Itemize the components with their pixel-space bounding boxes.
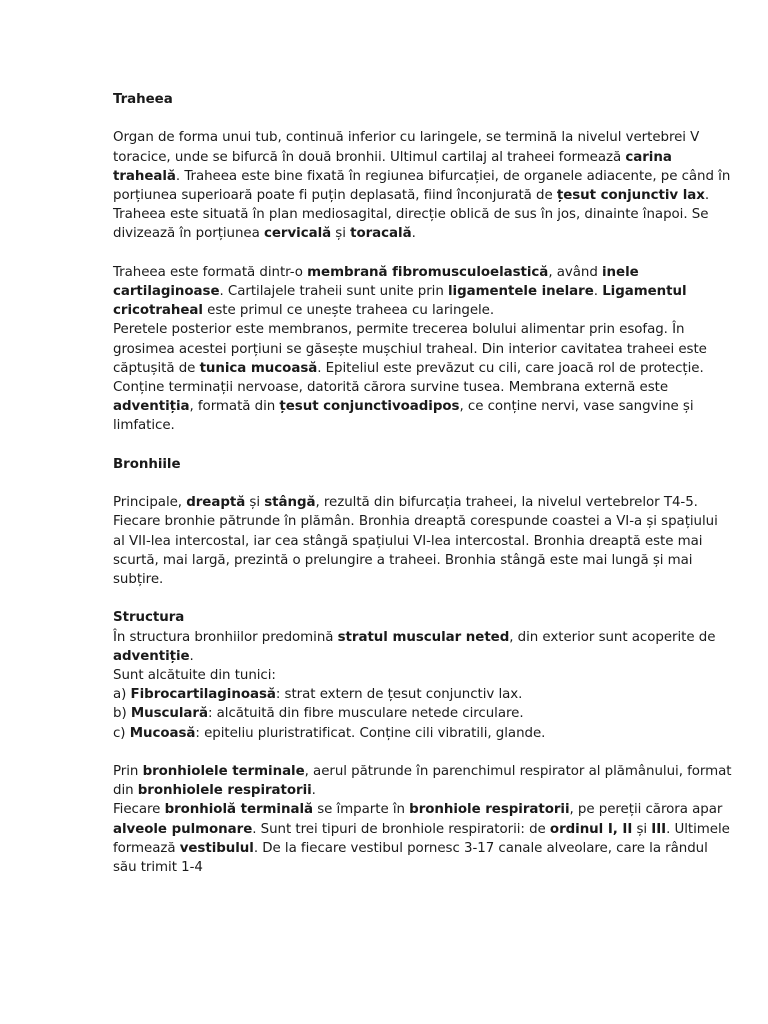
text-run: Prin [113, 764, 143, 780]
text-run: . De la fiecare vestibul pornesc 3-17 canale alveolare, care la rândul său trimit 1-4 [113, 840, 708, 876]
bold-term: tunica mucoasă [199, 360, 318, 376]
bold-term: ligamentele inelare [448, 284, 594, 299]
bold-term: toracală [350, 226, 412, 242]
spacer [113, 743, 733, 762]
paragraph-traheea-structure [113, 263, 733, 321]
spacer [113, 436, 733, 455]
list-item-musculara [113, 704, 733, 723]
bold-term: stângă [264, 495, 316, 511]
bold-term: bronhiolă terminală [164, 802, 313, 818]
bold-term: stratul muscular neted [337, 629, 510, 645]
text-run: . [593, 284, 603, 299]
bold-term: Fibrocartilaginoasă [130, 687, 276, 703]
paragraph-bronhiile [113, 493, 733, 589]
text-run: se împarte în [312, 802, 410, 818]
bold-term: dreaptă [186, 495, 246, 511]
bold-term: bronhiolele respiratorii [137, 783, 312, 799]
bold-term: ordinul I, II [549, 821, 633, 837]
paragraph-structura [113, 628, 733, 666]
text-run: . Epiteliul este prevăzut cu cili, care joacă rol de protecție. Conține terminații nervoase, datorită cărora survine tusea. Membrana externă este [113, 360, 704, 396]
bold-term: țesut conjunctivoadipos [279, 399, 460, 415]
text-run: este primul ce unește traheea cu laringele. [202, 303, 495, 319]
bold-term: țesut conjunctiv lax [556, 188, 705, 203]
paragraph-bronhiole-terminale [113, 762, 733, 800]
bold-term: adventiția [113, 399, 190, 415]
text-run: , formată din [189, 399, 280, 415]
spacer [113, 589, 733, 608]
text-run: , aerul pătrunde în parenchimul respirator al plămânului, format din [113, 764, 732, 799]
text-run: a) [113, 687, 131, 703]
text-run: . [311, 783, 316, 799]
document-page [113, 90, 733, 877]
text-run: . Ultimele formează [113, 821, 730, 856]
spacer [113, 474, 733, 493]
text-run: În structura bronhiilor predomină [113, 629, 338, 645]
text-run: , având [548, 264, 603, 280]
bold-term: membrană fibromusculoelastică [307, 264, 549, 280]
text-run: , rezultă din bifurcația traheei, la nivelul vertebrelor T4-5. Fiecare bronhie pătrunde în plămân. Bronhia dreaptă corespunde coastei a VI-a și spațiului al VII-lea intercostal, iar cea stângă spațiului VI-lea intercostal. Bronhia dreaptă este mai scurtă, mai largă, prezintă o prelungire a traheei. Bronhia stângă este mai lungă și mai subțire. [113, 495, 718, 588]
text-run: Principale, [113, 495, 187, 511]
paragraph-traheea-intro [113, 128, 733, 205]
text-run: . Traheea este bine fixată în regiunea bifurcației, de organele adiacente, pe când în porțiunea superioară poate fi puțin deplasată, fiind înconjurată de [113, 168, 731, 203]
list-item-fibrocartilaginoasa [113, 685, 733, 704]
bold-term: alveole pulmonare [113, 821, 253, 837]
text-run: . Cartilajele traheii sunt unite prin [219, 284, 448, 299]
bold-term: carina traheală [113, 149, 672, 184]
text-run: Traheea este formată dintr-o [113, 264, 308, 280]
text-run: și [632, 821, 652, 837]
text-run: . [704, 188, 710, 203]
text-run: : epiteliu pluristratificat. Conține cili vibratili, glande. [195, 725, 546, 741]
spacer [113, 244, 733, 263]
paragraph-traheea-position [113, 205, 733, 243]
bold-term: bronhiole respiratorii [409, 802, 570, 818]
text-run: Traheea este situată în plan mediosagital, direcție oblică de sus în jos, dinainte înapoi. Se divizează în porțiunea [113, 207, 709, 242]
heading-bronhiile: Bronhiile [113, 456, 181, 472]
bold-term: cervicală [264, 226, 332, 242]
bold-term: bronhiolele terminale [142, 764, 305, 780]
text-run: , din exterior sunt acoperite de [509, 629, 716, 645]
spacer [113, 109, 733, 128]
text-run: Sunt alcătuite din tunici: [113, 668, 276, 684]
text-run: Peretele posterior este membranos, permite trecerea bolului alimentar prin esofag. În grosimea acestei porțiuni se găsește mușchiul traheal. Din interior cavitatea traheei este căptușită de [113, 322, 707, 376]
paragraph-bronhiole-respiratorii [113, 800, 733, 877]
text-run: și [331, 226, 351, 242]
bold-term: adventiție [113, 648, 190, 664]
heading-structura: Structura [113, 610, 185, 626]
bold-term: Ligamentul cricotraheal [113, 284, 687, 319]
bold-term: Mucoasă [129, 725, 196, 741]
paragraph-traheea-wall [113, 320, 733, 435]
paragraph-tunici [113, 666, 733, 685]
text-run: și [245, 495, 265, 511]
text-run: . [411, 226, 416, 242]
text-run: c) [113, 725, 130, 741]
text-run: . [189, 648, 194, 664]
text-run: : strat extern de țesut conjunctiv lax. [275, 687, 523, 703]
bold-term: III [651, 821, 667, 837]
text-run: Fiecare [113, 802, 165, 818]
text-run: : alcătuită din fibre musculare netede circulare. [207, 706, 524, 722]
bold-term: Musculară [130, 706, 208, 722]
text-run: b) [113, 706, 131, 722]
bold-term: vestibulul [179, 840, 254, 856]
text-run: . Sunt trei tipuri de bronhiole respiratorii: de [252, 821, 550, 837]
text-run: , ce conține nervi, vase sangvine și limfatice. [113, 399, 694, 434]
text-run: , pe pereții cărora apar [569, 802, 723, 818]
bold-term: inele cartilaginoase [113, 264, 639, 299]
text-run: Organ de forma unui tub, continuă inferior cu laringele, se termină la nivelul vertebrei V toracice, unde se bifurcă în două bronhii. Ultimul cartilaj al traheei formează [113, 130, 700, 165]
list-item-mucoasa [113, 724, 733, 743]
heading-traheea: Traheea [113, 92, 173, 107]
